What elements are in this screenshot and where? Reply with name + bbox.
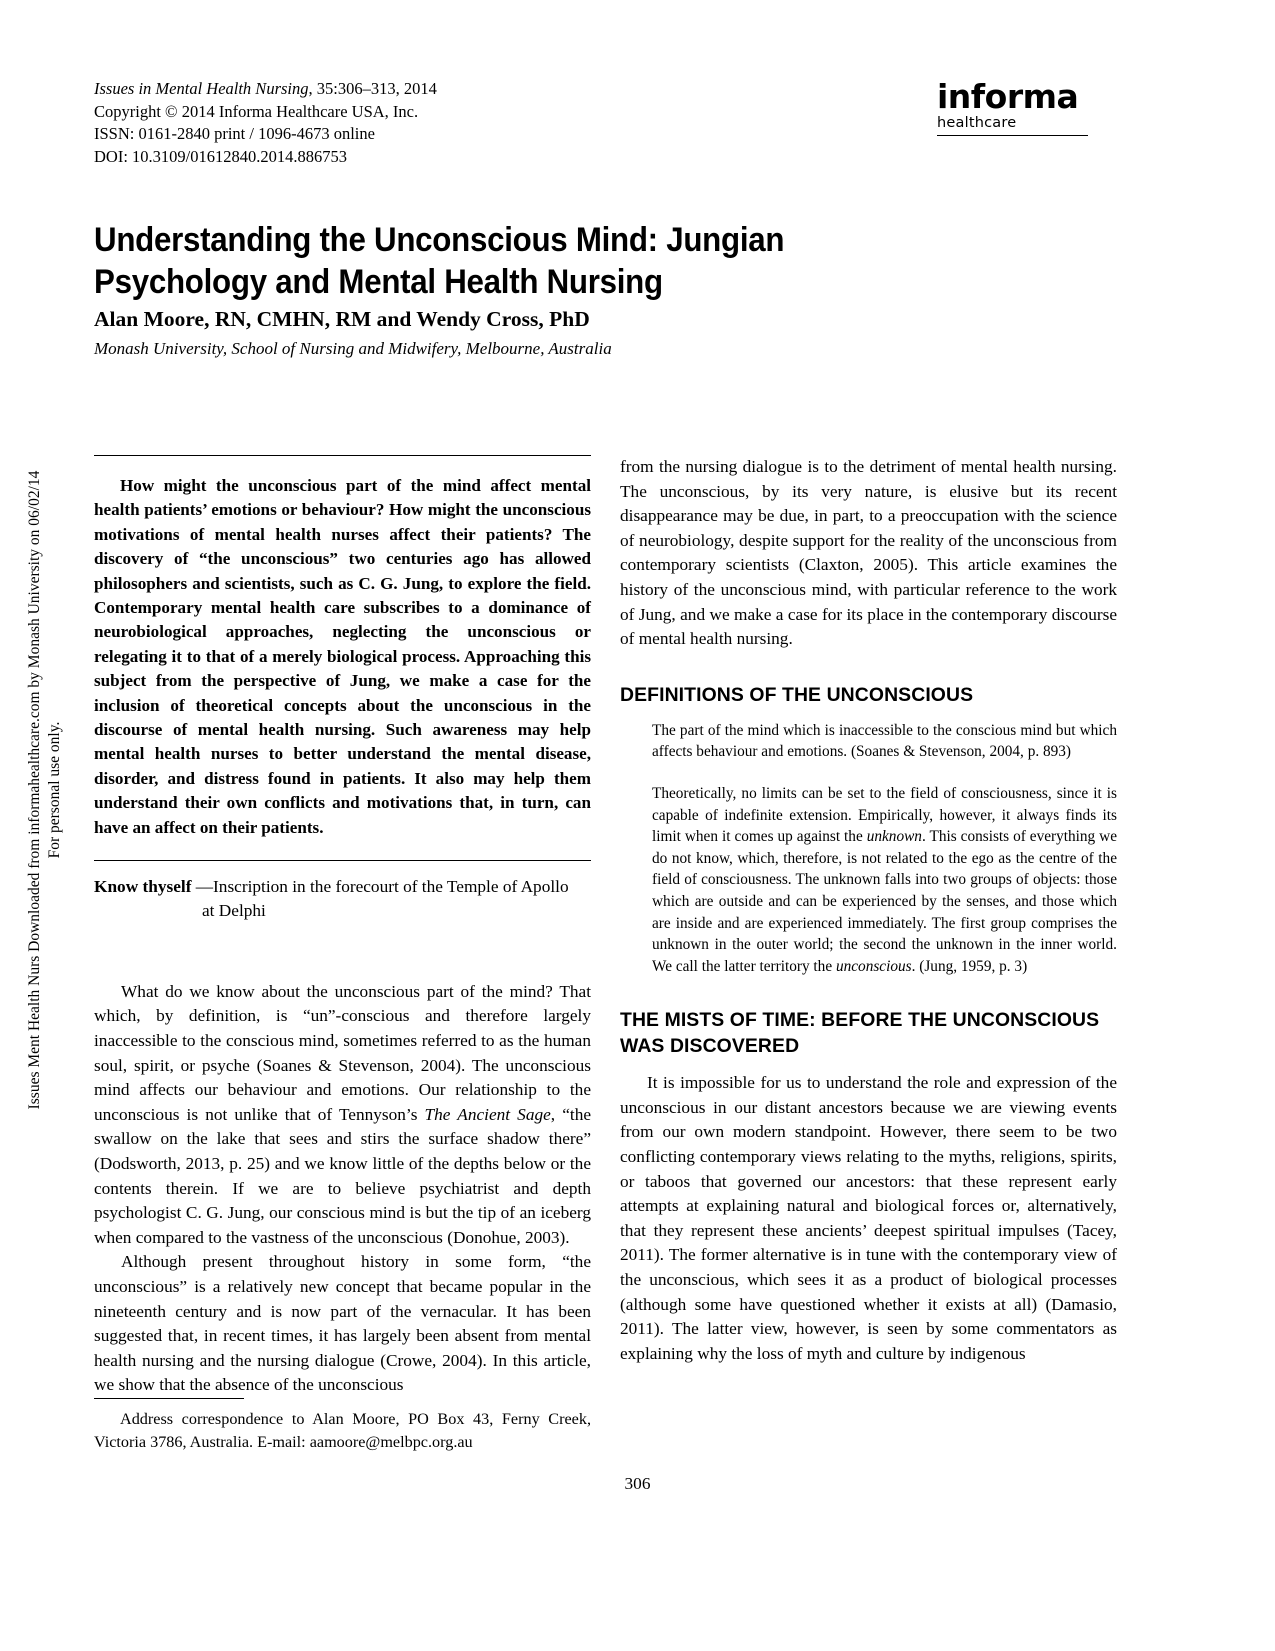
watermark-line-1: Issues Ment Health Nurs Downloaded from informahealthcare.com by Monash University on 06/02/14 — [26, 470, 43, 1110]
journal-title: Issues in Mental Health Nursing — [94, 79, 309, 98]
abstract-top-rule — [94, 455, 591, 456]
journal-volume-pages: , 35:306–313, 2014 — [308, 79, 437, 98]
quote2-part-a: Theoretically, no limits can be set to the field of consciousness, since it is capable of indefinite extension. Empirically, however, it always finds its limit when it comes up against the — [652, 784, 1117, 846]
quote2-italic-unknown: unknown — [866, 828, 922, 846]
right-paragraph-2: It is impossible for us to understand the role and expression of the unconscious in our distant ancestors because we are viewing events from our own modern standpoint. However, there seem to be two conflicting contemporary views relating to the myths, religions, spirits, or taboos that governed our ancestors: that these represent early attempts at explaining natural and biological forces or, alternatively, that they represent these ancients’ deepest spiritual impulses (Tacey, 2011). The former alternative is in tune with the contemporary view of the unconscious, which sees it as a product of biological processes (although some have questioned whether it exists at all) (Damasio, 2011). The latter view, however, is seen by some commentators as explaining why the loss of myth and culture by indigenous — [620, 1073, 1117, 1363]
abstract-text: How might the unconscious part of the mind affect mental health patients’ emotions or behaviour? How might the unconscious motivations of mental health nurses affect their patients? The discovery of “the unconscious” two centuries ago has allowed philosophers and scientists, such as C. G. Jung, to explore the field. Contemporary mental health care subscribes to a dominance of neurobiological approaches, neglecting the unconscious or relegating it to that of a merely biological process. Approaching this subject from the perspective of Jung, we make a case for the inclusion of theoretical concepts about the unconscious in the discourse of mental health nursing. Such awareness may help mental health nurses to better understand the mental disease, disorder, and distress found in patients. It also may help them understand their own conflicts and motivations that, in turn, can have an affect on their patients. — [94, 476, 591, 837]
epigraph-lead: Know thyself — [94, 877, 192, 897]
left-paragraph-2: Although present throughout history in some form, “the unconscious” is a relatively new concept that became popular in the nineteenth century and is now part of the vernacular. It has been suggested that, in recent times, it has largely been absent from mental health nursing and the nursing dialogue (Crowe, 2004). In this article, we show that the absence of the unconscious — [94, 1252, 591, 1395]
publisher-logo — [937, 77, 1187, 136]
correspondence-footnote — [94, 1398, 591, 1454]
epigraph-attribution-line-2: at Delphi — [202, 901, 266, 921]
watermark-line-2: For personal use only. — [46, 721, 63, 859]
blockquote-soanes: The part of the mind which is inaccessible to the conscious mind but which affects behaviour and emotions. (Soanes & Stevenson, 2004, p. 893) — [652, 721, 1117, 761]
page-number: 306 — [624, 1474, 651, 1493]
publisher-name: informa — [937, 77, 1079, 116]
quote2-part-c: . (Jung, 1959, p. 3) — [911, 957, 1028, 975]
journal-masthead — [94, 78, 734, 168]
left-p1-italic-title: The Ancient Sage — [424, 1104, 551, 1124]
blockquote-jung — [652, 783, 1117, 977]
footnote-text: Address correspondence to Alan Moore, PO Box 43, Ferny Creek, Victoria 3786, Australia. E-mail: aamoore@melbpc.org.au — [94, 1410, 591, 1451]
logo-rule — [937, 135, 1088, 136]
author-affiliation: Monash University, School of Nursing and Midwifery, Melbourne, Australia — [94, 339, 612, 358]
doi-line: DOI: 10.3109/01612840.2014.886753 — [94, 146, 347, 166]
footnote-rule — [94, 1398, 244, 1399]
publisher-subtitle: healthcare — [937, 115, 1017, 131]
left-p1-part-a: What do we know about the unconscious part of the mind? That which, by definition, is “un”-conscious and therefore largely inaccessible to the conscious mind, sometimes referred to as the human soul, spirit, or psyche (Soanes & Stevenson, 2004). The unconscious mind affects our behaviour and emotions. Our relationship to the unconscious is not unlike that of Tennyson’s — [94, 981, 591, 1124]
quote2-italic-unconscious: unconscious — [835, 957, 912, 975]
copyright-line: Copyright © 2014 Informa Healthcare USA, Inc. — [94, 101, 419, 121]
section-heading-definitions: DEFINITIONS OF THE UNCONSCIOUS — [620, 683, 974, 706]
epigraph-top-rule — [94, 860, 591, 861]
author-list: Alan Moore, RN, CMHN, RM and Wendy Cross, PhD — [94, 307, 590, 331]
epigraph — [94, 875, 591, 924]
epigraph-block — [94, 860, 591, 924]
left-column — [94, 455, 591, 1398]
download-watermark — [25, 440, 65, 1140]
right-column — [620, 455, 1117, 1366]
left-p1-part-b: , “the swallow on the lake that sees and stirs the surface shadow there” (Dodsworth, 2013, p. 25) and we know little of the depths below or the contents therein. If we are to believe psychiatrist and depth psychologist C. G. Jung, our conscious mind is but the tip of an iceberg when compared to the vastness of the unconscious (Donohue, 2003). — [94, 1104, 592, 1247]
page-title: Understanding the Unconscious Mind: Jungian Psychology and Mental Health Nursing — [94, 220, 785, 301]
issn-line: ISSN: 0161-2840 print / 1096-4673 online — [94, 124, 375, 143]
section-heading-mists-of-time: THE MISTS OF TIME: BEFORE THE UNCONSCIOUS WAS DISCOVERED — [620, 1009, 1100, 1058]
left-paragraph-1 — [94, 980, 591, 1251]
journal-citation — [94, 78, 734, 101]
quote2-part-b: . This consists of everything we do not know, which, therefore, is not related to the ego as the centre of the field of consciousness. The unknown falls into two groups of objects: those which are outside and can be experienced by the senses, and those which are inside and are experienced immediately. The first group comprises the unknown in the outer world; the second the unknown in the inner world. We call the latter territory the — [652, 828, 1117, 975]
right-paragraph-1: from the nursing dialogue is to the detriment of mental health nursing. The unconscious, by its very nature, is elusive but its recent disappearance may be due, in part, to a preoccupation with the science of neurobiology, despite support for the reality of the unconscious from contemporary scientists (Claxton, 2005). This article examines the history of the unconscious mind, with particular reference to the work of Jung, and we make a case for its place in the contemporary discourse of mental health nursing. — [620, 457, 1117, 649]
epigraph-first-line — [94, 875, 591, 900]
epigraph-attribution-line-1: —Inscription in the forecourt of the Temple of Apollo — [191, 877, 569, 897]
